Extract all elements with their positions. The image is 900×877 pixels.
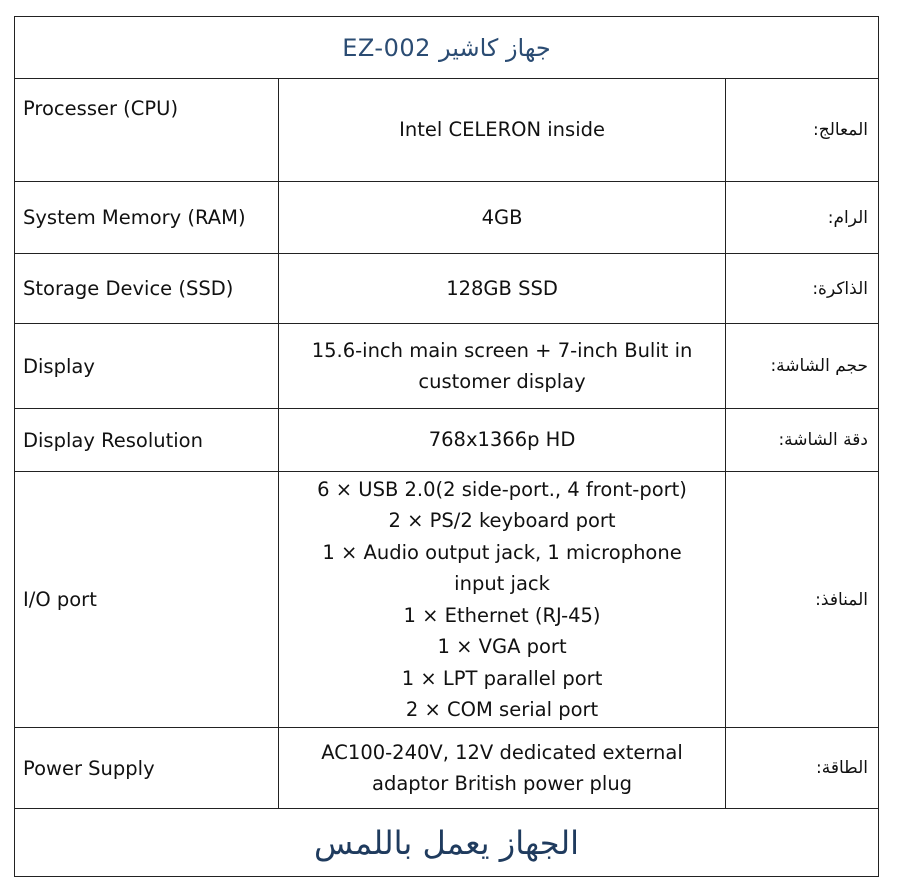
value-cpu (279, 79, 726, 182)
value-line: 4GB (481, 205, 523, 229)
value-line: 1 × Audio output jack, 1 microphone (322, 540, 682, 564)
label-en-ram: System Memory (RAM) (15, 182, 279, 254)
value-ram (279, 182, 726, 254)
label-en-ssd: Storage Device (SSD) (15, 254, 279, 324)
footer-row (15, 809, 879, 877)
table-row-power (15, 728, 879, 809)
title-row (15, 17, 879, 79)
value-line: AC100-240V, 12V dedicated external (321, 740, 683, 764)
table-row-display (15, 324, 879, 409)
label-ar-power: الطاقة: (725, 728, 878, 809)
touch-note: الجهاز يعمل باللمس (15, 809, 879, 877)
value-power (279, 728, 726, 809)
value-line: Intel CELERON inside (399, 118, 605, 142)
value-ssd (279, 254, 726, 324)
value-line: 1 × VGA port (437, 635, 567, 658)
value-line: 2 × COM serial port (405, 698, 599, 721)
label-ar-resolution: دقة الشاشة: (725, 409, 878, 472)
value-io (279, 472, 726, 728)
table-title: EZ-002 جهاز كاشير (15, 17, 879, 79)
label-ar-ram: الرام: (725, 182, 878, 254)
value-line: adaptor British power plug (372, 772, 633, 795)
table-row-resolution (15, 409, 879, 472)
value-line: 6 × USB 2.0(2 side-port., 4 front-port) (317, 477, 687, 501)
value-line: 1 × Ethernet (RJ-45) (403, 603, 601, 627)
value-line: 768x1366p HD (428, 428, 576, 452)
table-row-ram (15, 182, 879, 254)
value-line: customer display (418, 370, 586, 393)
label-en-display: Display (15, 324, 279, 409)
value-line: 2 × PS/2 keyboard port (388, 509, 616, 532)
value-display (279, 324, 726, 409)
label-ar-ssd: الذاكرة: (725, 254, 878, 324)
label-en-resolution: Display Resolution (15, 409, 279, 472)
table-row-ssd (15, 254, 879, 324)
label-ar-io: المنافذ: (725, 472, 878, 728)
spec-table (14, 16, 879, 877)
value-resolution (279, 409, 726, 472)
table-row-io (15, 472, 879, 728)
label-ar-cpu: المعالج: (725, 79, 878, 182)
label-en-cpu: Processer (CPU) (15, 79, 279, 182)
label-en-io: I/O port (15, 472, 279, 728)
label-ar-display: حجم الشاشة: (725, 324, 878, 409)
label-en-power: Power Supply (15, 728, 279, 809)
value-line: 1 × LPT parallel port (401, 666, 603, 690)
value-line: 128GB SSD (446, 276, 558, 300)
value-line: input jack (454, 572, 550, 595)
value-line: 15.6-inch main screen + 7-inch Bulit in (311, 338, 693, 362)
table-row-cpu (15, 79, 879, 182)
